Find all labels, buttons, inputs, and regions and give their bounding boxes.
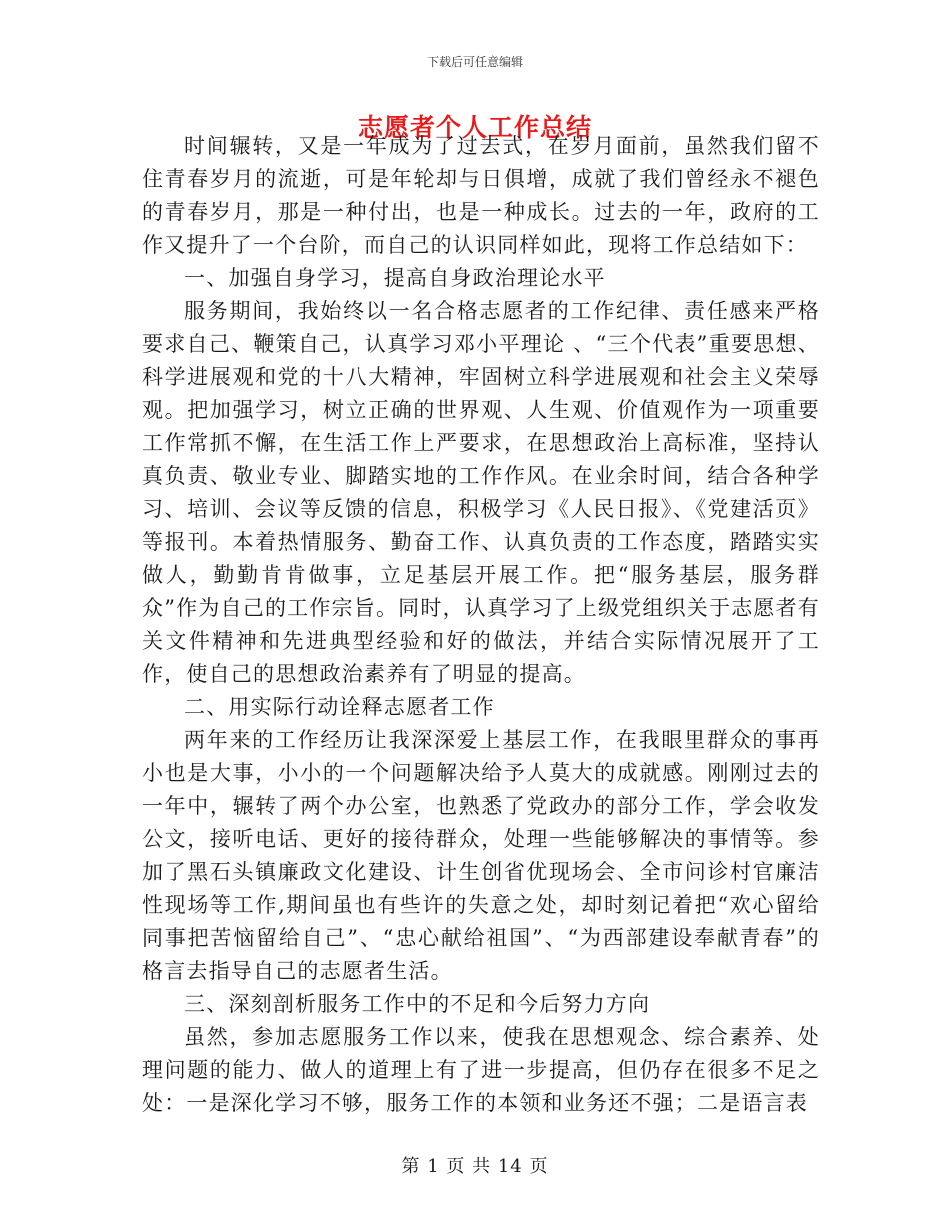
section-heading-2: 二、用实际行动诠释志愿者工作: [184, 695, 495, 719]
paragraph-section-2: 两年来的工作经历让我深深爱上基层工作，在我眼里群众的事再小也是大事，小小的一个问题解决给予人莫大的成就感。刚刚过去的一年中，辗转了两个办公室，也熟悉了党政办的部分工作，学会收发公文，接听电话、更好的接待群众，处理一些能够解决的事情等。参加了黑石头镇廉政文化建设、计生创省优现场会、全市问诊村官廉洁性现场等工作,期间虽也有些许的失意之处，却时刻记着把“欢心留给同事把苦恼留给自己”、“忠心献给祖国”、“为西部建设奉献青春”的格言去指导自己的志愿者生活。: [142, 728, 820, 983]
document-body: [142, 130, 820, 1120]
document-title: 志愿者个人工作总结: [357, 113, 592, 142]
page-number: 第 1 页 共 14 页: [401, 1156, 549, 1177]
section-heading-1: 一、加强自身学习，提高自身政治理论水平: [184, 266, 606, 290]
paragraph-intro: 时间辗转，又是一年成为了过去式，在岁月面前，虽然我们留不住青春岁月的流逝，可是年轮却与日俱增，成就了我们曾经永不褪色的青春岁月，那是一种付出，也是一种成长。过去的一年，政府的工作又提升了一个台阶，而自己的认识同样如此，现将工作总结如下：: [142, 134, 820, 257]
section-heading-3: 三、深刻剖析服务工作中的不足和今后努力方向: [184, 992, 651, 1016]
page-header-note: 下载后可任意编辑: [426, 55, 523, 69]
paragraph-section-1: 服务期间，我始终以一名合格志愿者的工作纪律、责任感来严格要求自己、鞭策自己，认真学习邓小平理论 、“三个代表”重要思想、科学进展观和党的十八大精神，牢固树立科学进展观和社会主义荣辱观。把加强学习，树立正确的世界观、人生观、价值观作为一项重要工作常抓不懈，在生活工作上严要求，在思想政治上高标准，坚持认真负责、敬业专业、脚踏实地的工作作风。在业余时间，结合各种学习、培训、会议等反馈的信息，积极学习《人民日报》、《党建活页》等报刊。本着热情服务、勤奋工作、认真负责的工作态度，踏踏实实做人，勤勤肯肯做事，立足基层开展工作。把“服务基层，服务群众”作为自己的工作宗旨。同时，认真学习了上级党组织关于志愿者有关文件精神和先进典型经验和好的做法，并结合实际情况展开了工作，使自己的思想政治素养有了明显的提高。: [142, 299, 820, 686]
paragraph-section-3: 虽然，参加志愿服务工作以来，使我在思想观念、综合素养、处理问题的能力、做人的道理上有了进一步提高，但仍存在很多不足之处：一是深化学习不够，服务工作的本领和业务还不强；二是语言表: [142, 1025, 820, 1115]
